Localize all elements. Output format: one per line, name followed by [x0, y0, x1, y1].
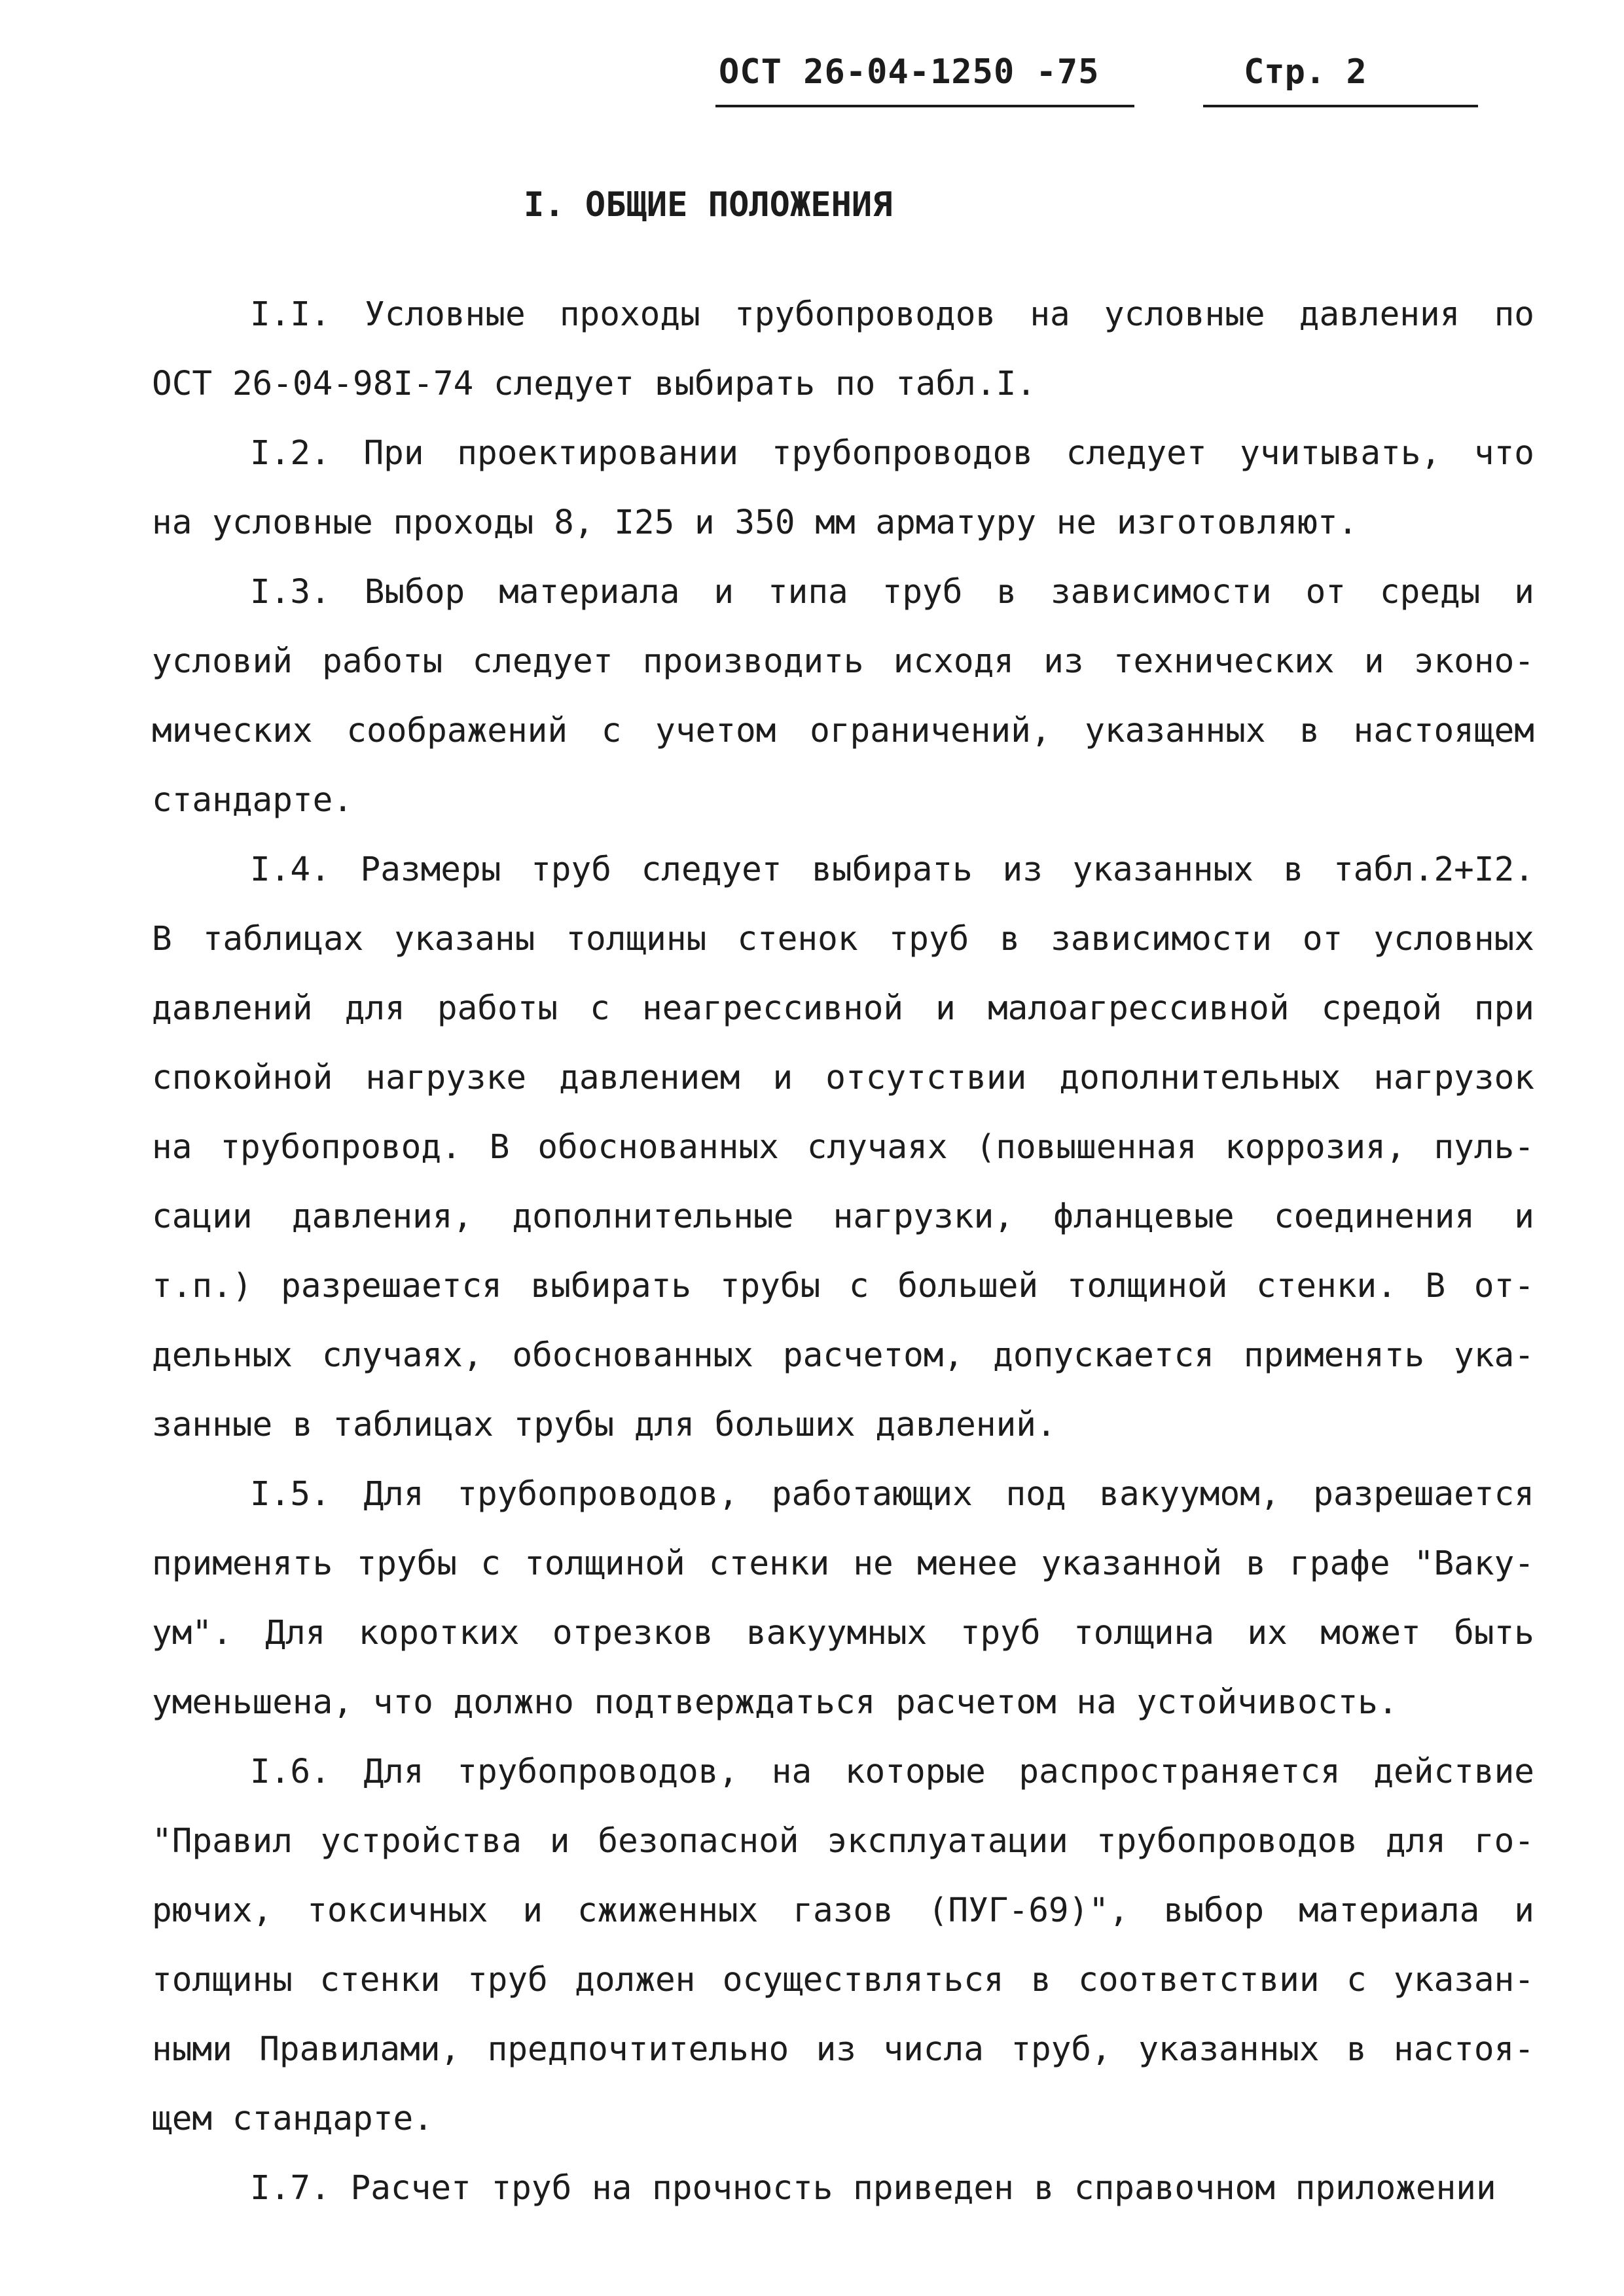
- paragraph-line: т.п.) разрешается выбирать трубы с большей толщиной стенки. В от-: [152, 1267, 1534, 1305]
- paragraph-line: ум". Для коротких отрезков вакуумных труб толщина их может быть: [152, 1614, 1534, 1652]
- paragraph-line: I.I. Условные проходы трубопроводов на условные давления по: [250, 295, 1534, 334]
- document-body: [152, 293, 1534, 2236]
- paragraph-line: на трубопровод. В обоснованных случаях (повышенная коррозия, пуль-: [152, 1128, 1534, 1167]
- paragraph-line: давлений для работы с неагрессивной и малоагрессивной средой при: [152, 989, 1534, 1028]
- paragraph-line: стандарте.: [152, 781, 353, 820]
- paragraph: [152, 293, 1534, 432]
- paragraph-line: I.3. Выбор материала и типа труб в зависимости от среды и: [250, 573, 1534, 611]
- paragraph: [152, 1473, 1534, 1751]
- paragraph-line: уменьшена, что должно подтверждаться расчетом на устойчивость.: [152, 1683, 1398, 1722]
- paragraph-line: I.7. Расчет труб на прочность приведен в справочном приложении: [250, 2169, 1496, 2208]
- paragraph: [152, 571, 1534, 848]
- paragraph-line: I.5. Для трубопроводов, работающих под вакуумом, разрешается: [250, 1475, 1534, 1514]
- paragraph-line: рючих, токсичных и сжиженных газов (ПУГ-69)", выбор материала и: [152, 1891, 1534, 1930]
- paragraph-line: условий работы следует производить исходя из технических и эконо-: [152, 642, 1534, 681]
- paragraph-line: толщины стенки труб должен осуществляться в соответствии с указан-: [152, 1961, 1534, 1999]
- paragraph-line: ными Правилами, предпочтительно из числа труб, указанных в настоя-: [152, 2030, 1534, 2069]
- paragraph-line: мических соображений с учетом ограничений, указанных в настоящем: [152, 712, 1534, 750]
- paragraph-line: занные в таблицах трубы для больших давлений.: [152, 1406, 1056, 1444]
- paragraph: [152, 432, 1534, 571]
- paragraph-line: сации давления, дополнительные нагрузки, фланцевые соединения и: [152, 1197, 1534, 1236]
- paragraph: [152, 2167, 1534, 2236]
- paragraph-line: I.4. Размеры труб следует выбирать из указанных в табл.2+I2.: [250, 850, 1534, 889]
- paragraph-line: I.6. Для трубопроводов, на которые распространяется действие: [250, 1753, 1534, 1791]
- paragraph-line: "Правил устройства и безопасной эксплуатации трубопроводов для го-: [152, 1822, 1534, 1861]
- document-code-underline: [715, 105, 1134, 107]
- paragraph-line: ОСТ 26-04-98I-74 следует выбирать по табл.I.: [152, 365, 1037, 403]
- paragraph-line: В таблицах указаны толщины стенок труб в зависимости от условных: [152, 920, 1534, 958]
- paragraph-line: I.2. При проектировании трубопроводов следует учитывать, что: [250, 434, 1534, 473]
- paragraph: [152, 848, 1534, 1473]
- paragraph-line: щем стандарте.: [152, 2100, 433, 2138]
- document-code: ОСТ 26-04-1250 -75: [719, 52, 1100, 92]
- section-title: I. ОБЩИЕ ПОЛОЖЕНИЯ: [524, 185, 893, 225]
- paragraph-line: спокойной нагрузке давлением и отсутствии дополнительных нагрузок: [152, 1059, 1534, 1097]
- paragraph-line: дельных случаях, обоснованных расчетом, допускается применять ука-: [152, 1336, 1534, 1375]
- page-number-underline: [1203, 105, 1478, 107]
- paragraph: [152, 1751, 1534, 2167]
- paragraph-line: на условные проходы 8, I25 и 350 мм арматуру не изготовляют.: [152, 503, 1358, 542]
- page-number: Стр. 2: [1244, 52, 1367, 92]
- paragraph-line: применять трубы с толщиной стенки не менее указанной в графе "Ваку-: [152, 1544, 1534, 1583]
